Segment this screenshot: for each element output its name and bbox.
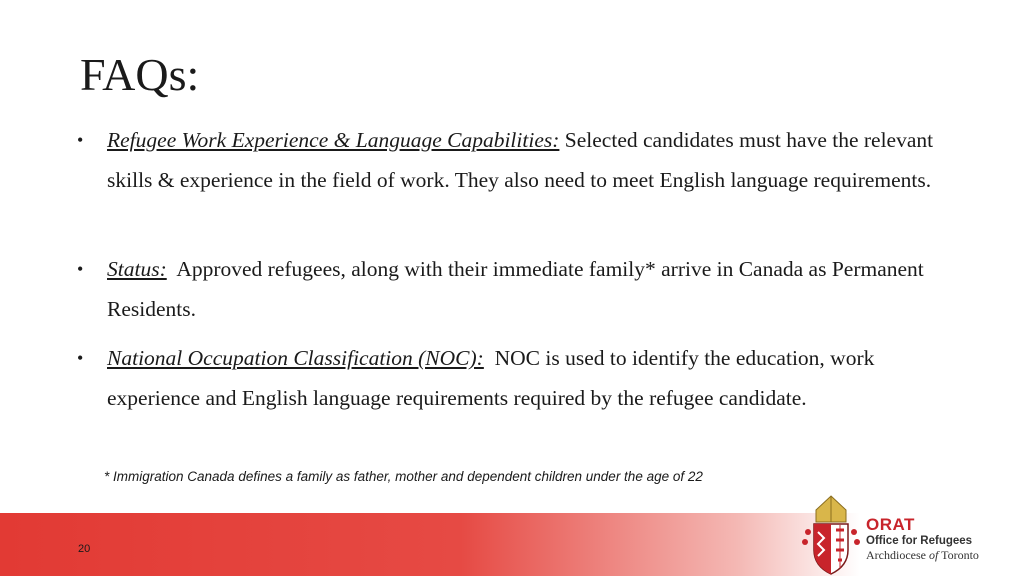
orat-logo xyxy=(800,492,1024,576)
faq-term: National Occupation Classification (NOC): xyxy=(107,346,484,370)
bullet-icon: • xyxy=(77,348,84,368)
faq-item-status xyxy=(77,250,957,329)
logo-abbreviation: ORAT xyxy=(866,515,915,534)
faq-term: Status: xyxy=(107,257,167,281)
bullet-icon: • xyxy=(77,130,84,150)
faq-text: Selected candidates must have the relevant skills & experience in the field of work. They also need to meet English language requirements. xyxy=(107,128,934,192)
faq-text: Approved refugees, along with their immediate family* arrive in Canada as Permanent Residents. xyxy=(107,257,924,321)
faq-term: Refugee Work Experience & Language Capabilities: xyxy=(107,128,560,152)
faq-text: NOC is used to identify the education, work experience and English language requirements required by the refugee candidate. xyxy=(107,346,875,410)
bullet-icon: • xyxy=(77,259,84,279)
footnote: * Immigration Canada defines a family as father, mother and dependent children under the age of 22 xyxy=(104,469,703,484)
page-number: 20 xyxy=(78,543,91,555)
logo-archdiocese-post: Toronto xyxy=(938,548,979,562)
logo-text xyxy=(866,516,979,562)
archdiocese-crest-icon xyxy=(800,492,862,576)
logo-archdiocese xyxy=(866,548,979,562)
logo-archdiocese-of: of xyxy=(928,548,939,562)
slide-title: FAQs: xyxy=(80,49,200,100)
faq-item-work-experience xyxy=(77,121,957,200)
faq-item-noc xyxy=(77,339,957,418)
logo-archdiocese-pre: Archdiocese xyxy=(866,548,929,562)
logo-org-name: Office for Refugees xyxy=(866,535,973,547)
